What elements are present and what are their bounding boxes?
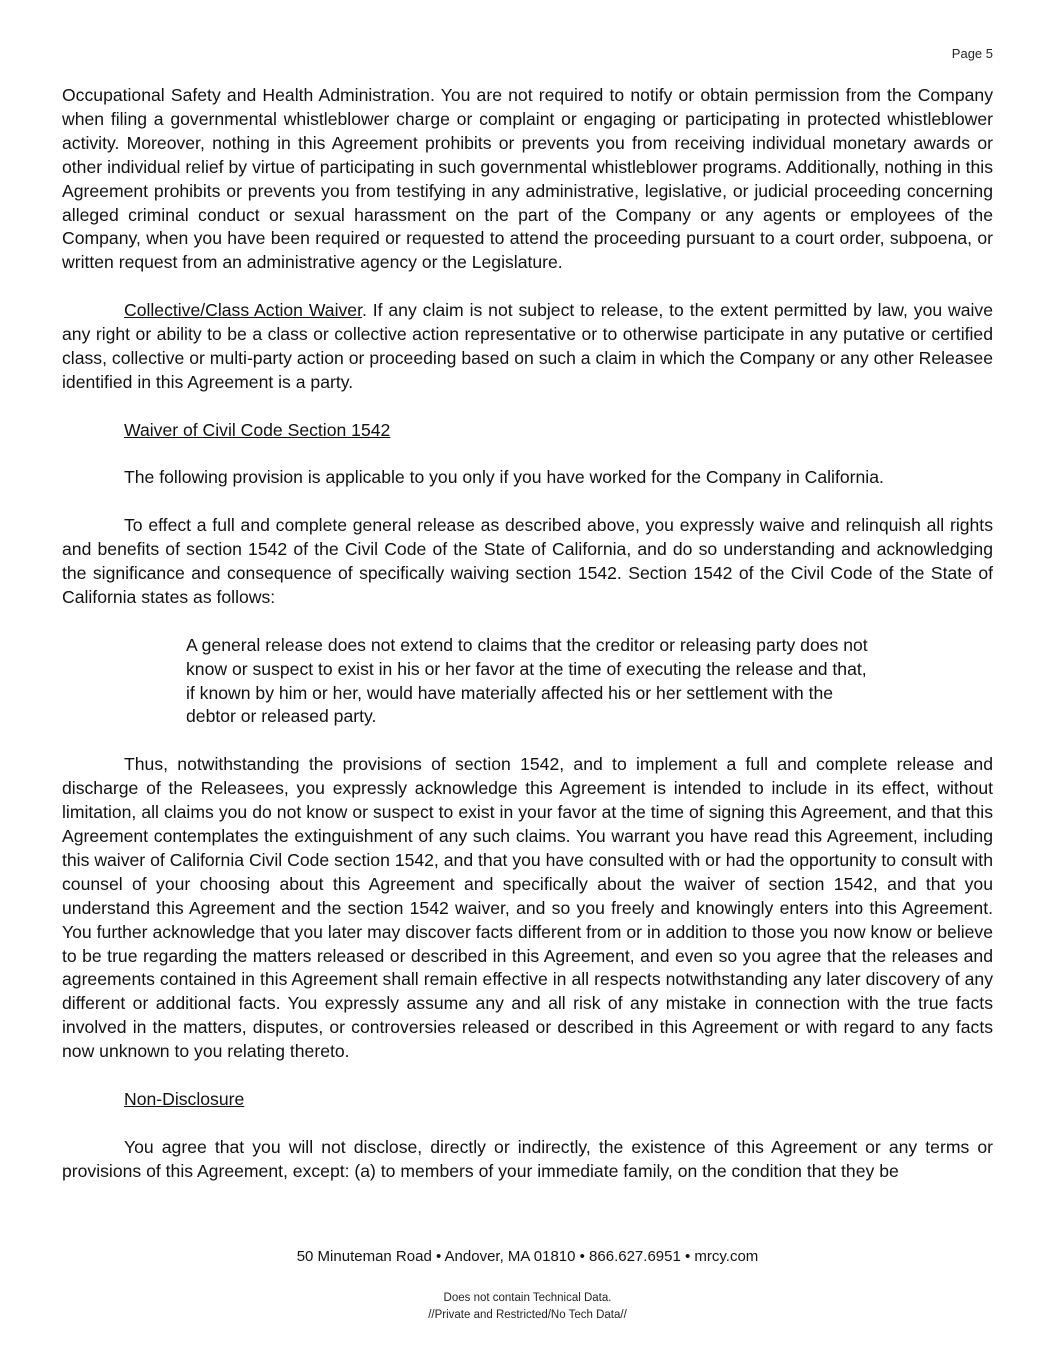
- footer-address: 50 Minuteman Road • Andover, MA 01810 • 866.627.6951 • mrcy.com: [296, 1248, 759, 1265]
- paragraph-whistleblower: Occupational Safety and Health Administration. You are not required to notify or obtain permission from the Company when filing a governmental whistleblower charge or complaint or engaging or participating in protected whistleblower activity. Moreover, nothing in this Agreement prohibits or prevents you from receiving individual monetary awards or other individual relief by virtue of participating in such governmental whistleblower programs. Additionally, nothing in this Agreement prohibits or prevents you from testifying in any administrative, legislative, or judicial proceeding concerning alleged criminal conduct or sexual harassment on the part of the Company or any agents or employees of the Company, when you have been required or requested to attend the proceeding pursuant to a court order, subpoena, or written request from an administrative agency or the Legislature.: [62, 85, 993, 273]
- paragraph-release-acknowledgment: Thus, notwithstanding the provisions of section 1542, and to implement a full and complete release and discharge of the Releasees, you expressly acknowledge this Agreement is intended to include in its effect, without limitation, all claims you do not know or suspect to exist in your favor at the time of signing this Agreement, and that this Agreement contemplates the extinguishment of any such claims. You warrant you have read this Agreement, including this waiver of California Civil Code section 1542, and that you have consulted with or had the opportunity to consult with counsel of your choosing about this Agreement and specifically about the waiver of section 1542, and that you understand this Agreement and the section 1542 waiver, and so you freely and knowingly enters into this Agreement. You further acknowledge that you later may discover facts different from or in addition to those you now know or believe to be true regarding the matters released or described in this Agreement, and even so you agree that the releases and agreements contained in this Agreement shall remain effective in all respects notwithstanding any later discovery of any different or additional facts. You expressly assume any and all risk of any mistake in connection with the true facts involved in the matters, disputes, or controversies released or described in this Agreement or with regard to any facts now unknown to you relating thereto.: [62, 754, 993, 1062]
- paragraph-non-disclosure: You agree that you will not disclose, directly or indirectly, the existence of this Agreement or any terms or provisions of this Agreement, except: (a) to members of your immediate family, on the condition that they be: [62, 1136, 993, 1181]
- paragraph-class-action-waiver: [62, 299, 993, 395]
- section-heading-non-disclosure: [62, 1088, 993, 1112]
- footer-note-restricted: //Private and Restricted/No Tech Data//: [428, 1309, 627, 1321]
- waiver-heading-text: Waiver of Civil Code Section 1542: [124, 419, 391, 440]
- page-number: Page 5: [951, 46, 993, 61]
- paragraph-section-1542: To effect a full and complete general release as described above, you expressly waive and relinquish all rights and benefits of section 1542 of the Civil Code of the State of California, and do so understanding and acknowledging the significance and consequence of specifically waiving section 1542. Section 1542 of the Civil Code of the State of California states as follows:: [62, 515, 993, 607]
- paragraph-applicability: The following provision is applicable to you only if you have worked for the Company in California.: [124, 467, 884, 488]
- footer-note-technical-data: Does not contain Technical Data.: [443, 1292, 612, 1304]
- class-action-waiver-heading: Collective/Class Action Waiver: [124, 300, 362, 321]
- footer-note: [0, 1290, 1055, 1324]
- class-action-waiver-text: . If any claim is not subject to release, to the extent permitted by law, you waive any right or ability to be a class or collective action representative or to otherwise participate in any putative or certified class, collective or multi-party action or proceeding based on such a claim in which the Company or any other Releasee identified in this Agreement is a party.: [62, 300, 993, 392]
- quoted-section-1542: A general release does not extend to claims that the creditor or releasing party does not know or suspect to exist in his or her favor at the time of executing the release and that, if known by him or her, would have materially affected his or her settlement with the debtor or released party.: [186, 634, 868, 727]
- non-disclosure-heading-text: Non-Disclosure: [124, 1088, 245, 1109]
- section-heading-waiver: [62, 419, 993, 443]
- document-body: [62, 84, 993, 1207]
